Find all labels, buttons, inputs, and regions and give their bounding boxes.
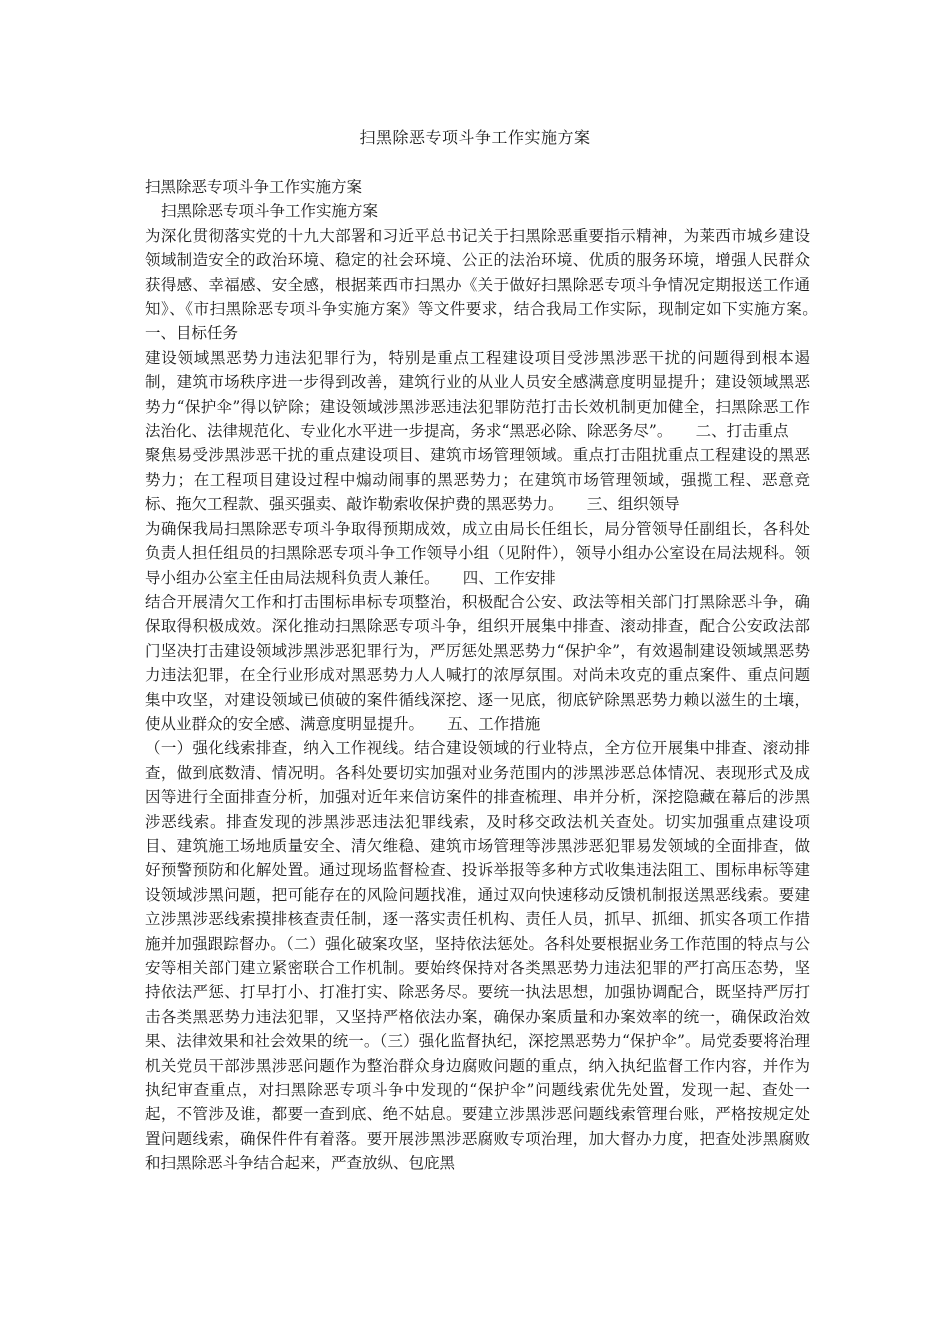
paragraph: 为确保我局扫黑除恶专项斗争取得预期成效，成立由局长任组长，局分管领导任副组长，各科处负责人担任组员的扫黑除恶专项斗争工作领导小组（见附件），领导小组办公室设在局法规科。领导小组办公室主任由局法规科负责人兼任。 四、工作安排 xyxy=(145,519,810,587)
document-title: 扫黑除恶专项斗争工作实施方案 xyxy=(359,128,591,147)
paragraph: 建设领域黑恶势力违法犯罪行为，特别是重点工程建设项目受涉黑涉恶干扰的问题得到根本遏制，建筑市场秩序进一步得到改善，建筑行业的从业人员安全感满意度明显提升；建设领域黑恶势力“保护伞”得以铲除；建设领域涉黑涉恶违法犯罪防范打击长效机制更加健全，扫黑除恶工作法治化、法律规范化、专业化水平进一步提高，务求“黑恶必除、除恶务尽”。 二、打击重点 xyxy=(145,348,810,441)
document-subheading: 扫黑除恶专项斗争工作实施方案 xyxy=(161,202,379,221)
document-body xyxy=(145,175,842,1176)
document-heading: 扫黑除恶专项斗争工作实施方案 xyxy=(145,178,363,196)
paragraph: 为深化贯彻落实党的十九大部署和习近平总书记关于扫黑除恶重要指示精神，为莱西市城乡建设领域制造安全的政治环境、稳定的社会环境、公正的法治环境、优质的服务环境，增强人民群众获得感、幸福感、安全感，根据莱西市扫黑办《关于做好扫黑除恶专项斗争情况定期报送工作通知》、《市扫黑除恶专项斗争实施方案》等文件要求，结合我局工作实际，现制定如下实施方案。 一、目标任务 xyxy=(145,226,842,343)
paragraph: 聚焦易受涉黑涉恶干扰的重点建设项目、建筑市场管理领域。重点打击阻扰重点工程建设的黑恶势力；在工程项目建设过程中煽动闹事的黑恶势力；在建筑市场管理领域，强揽工程、恶意竞标、拖欠工程款、强买强卖、敲诈勒索收保护费的黑恶势力。 三、组织领导 xyxy=(145,446,810,514)
paragraph: 结合开展清欠工作和打击围标串标专项整治，积极配合公安、政法等相关部门打黑除恶斗争，确保取得积极成效。深化推动扫黑除恶专项斗争，组织开展集中排查、滚动排查，配合公安政法部门坚决打击建设领域涉黑涉恶犯罪行为，严厉惩处黑恶势力“保护伞”，有效遏制建设领域黑恶势力违法犯罪，在全行业形成对黑恶势力人人喊打的浓厚氛围。对尚未攻克的重点案件、重点问题集中攻坚，对建设领域已侦破的案件循线深挖、逐一见底，彻底铲除黑恶势力赖以滋生的土壤，使从业群众的安全感、满意度明显提升。 五、工作措施 xyxy=(145,592,810,733)
paragraph: （一）强化线索排查，纳入工作视线。结合建设领域的行业特点，全方位开展集中排查、滚动排查，做到底数清、情况明。各科处要切实加强对业务范围内的涉黑涉恶总体情况、表现形式及成因等进行全面排查分析，加强对近年来信访案件的排查梳理、串并分析，深挖隐藏在幕后的涉黑涉恶线索。排查发现的涉黑涉恶违法犯罪线索，及时移交政法机关查处。切实加强重点建设项目、建筑施工场地质量安全、清欠维稳、建筑市场管理等涉黑涉恶犯罪易发领域的全面排查，做好预警预防和化解处置。通过现场监督检查、投诉举报等多种方式收集违法阻工、围标串标等建设领域涉黑问题，把可能存在的风险问题找准，通过双向快速移动反馈机制报送黑恶线索。要建立涉黑涉恶线索摸排核查责任制，逐一落实责任机构、责任人员，抓早、抓细、抓实各项工作措施并加强跟踪督办。（二）强化破案攻坚，坚持依法惩处。各科处要根据业务工作范围的特点与公安等相关部门建立紧密联合工作机制。要始终保持对各类黑恶势力违法犯罪的严打高压态势，坚持依法严惩、打早打小、打准打实、除恶务尽。要统一执法思想，加强协调配合，既坚持严厉打击各类黑恶势力违法犯罪，又坚持严格依法办案，确保办案质量和办案效率的统一，确保政治效果、法律效果和社会效果的统一。（三）强化监督执纪，深挖黑恶势力“保护伞”。局党委要将治理机关党员干部涉黑涉恶问题作为整治群众身边腐败问题的重点，纳入执纪监督工作内容，并作为执纪审查重点，对扫黑除恶专项斗争中发现的“保护伞”问题线索优先处置，发现一起、查处一起，不管涉及谁，都要一查到底、绝不姑息。要建立涉黑涉恶问题线索管理台账，严格按规定处置问题线索，确保件件有着落。要开展涉黑涉恶腐败专项治理，加大督办力度，把查处涉黑腐败和扫黑除恶斗争结合起来，严查放纵、包庇黑 xyxy=(145,739,810,1173)
